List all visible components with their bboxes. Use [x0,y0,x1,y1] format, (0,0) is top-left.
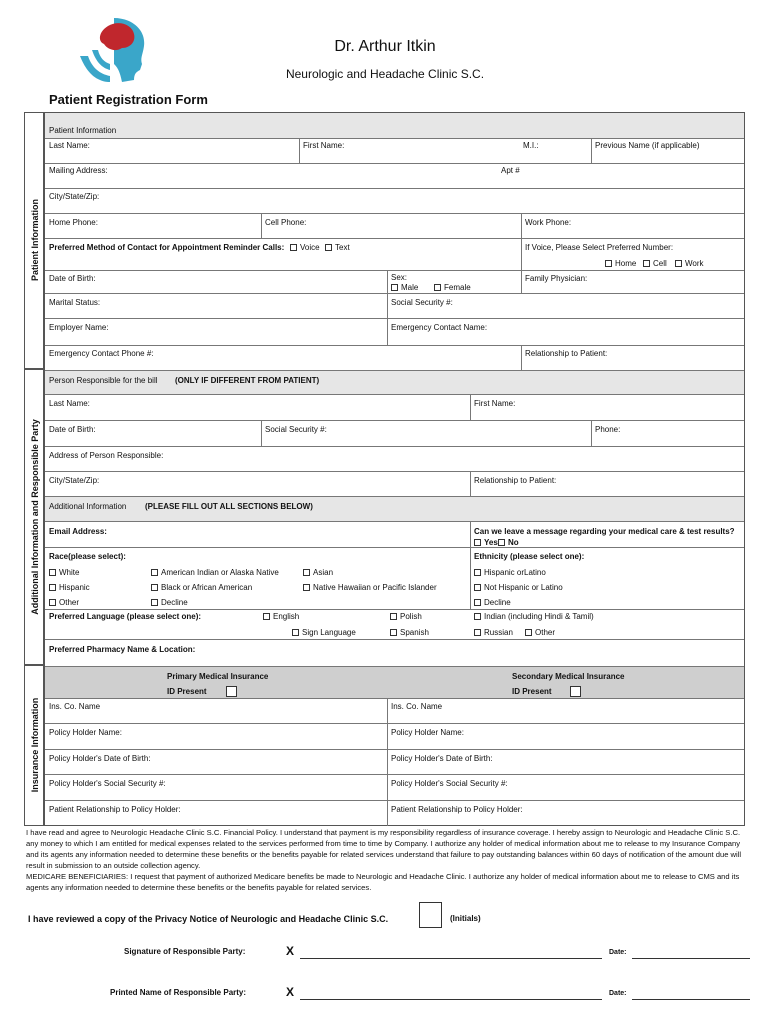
sign-language-checkbox[interactable] [292,629,299,636]
resp-ssn-field[interactable]: Social Security #: [265,425,327,434]
sign-language-option[interactable]: Sign Language [292,628,356,638]
other-race-option[interactable]: Other [49,598,79,608]
printed-name-line[interactable] [300,999,602,1000]
email-row [45,521,744,547]
signature-date-label: Date: [609,949,627,956]
resp-dob-field[interactable]: Date of Birth: [49,425,96,434]
decline-ethnicity-option[interactable]: Decline [474,598,511,608]
text-option[interactable]: Text [325,243,350,253]
family-physician-field[interactable]: Family Physician: [525,274,588,283]
not-hispanic-checkbox[interactable] [474,584,481,591]
resp-dob-row [45,420,744,446]
printed-name-label: Printed Name of Responsible Party: [110,988,247,997]
primary-id-checkbox[interactable] [226,686,237,697]
cell-checkbox[interactable] [643,260,650,267]
contact-pref-row [45,238,744,270]
resp-first-name-field[interactable]: First Name: [474,399,516,408]
emergency-contact-field[interactable]: Emergency Contact Name: [391,323,488,332]
resp-relationship-field[interactable]: Relationship to Patient: [474,476,557,485]
marital-row [45,293,744,318]
primary-ins-name-field[interactable]: Ins. Co. Name [49,702,101,711]
home-checkbox[interactable] [605,260,612,267]
race-ethnicity-row [45,547,744,609]
hawaiian-checkbox[interactable] [303,584,310,591]
signature-date-line[interactable] [632,958,750,959]
printed-date-line[interactable] [632,999,750,1000]
holder-name-row [45,723,744,749]
other-race-checkbox[interactable] [49,599,56,606]
responsible-note: (ONLY IF DIFFERENT FROM PATIENT) [175,376,320,385]
secondary-insurance-label: Secondary Medical Insurance [512,672,625,681]
city-row [45,188,744,213]
indian-option[interactable]: Indian (including Hindi & Tamil) [474,612,594,622]
work-phone-field[interactable]: Work Phone: [525,218,572,227]
resp-name-row [45,394,744,420]
insurance-heading-row [45,666,744,698]
primary-insurance-label: Primary Medical Insurance [167,672,269,681]
dob-field[interactable]: Date of Birth: [49,274,96,283]
signature-line[interactable] [300,958,602,959]
first-name-field[interactable]: First Name: [303,141,345,150]
indian-checkbox[interactable] [474,613,481,620]
primary-holder-name-field[interactable]: Policy Holder Name: [49,728,122,737]
secondary-holder-name-field[interactable]: Policy Holder Name: [391,728,464,737]
signature-label: Signature of Responsible Party: [124,947,246,956]
spanish-checkbox[interactable] [390,629,397,636]
resp-city-field[interactable]: City/State/Zip: [49,476,100,485]
last-name-field[interactable]: Last Name: [49,141,90,150]
female-option[interactable]: Female [434,283,471,293]
printed-date-label: Date: [609,990,627,997]
hispanic-latino-checkbox[interactable] [474,569,481,576]
resp-address-row [45,446,744,471]
initials-box[interactable] [419,902,442,928]
printed-x-mark: X [286,985,295,999]
work-option[interactable]: Work [675,259,704,269]
secondary-ins-name-field[interactable]: Ins. Co. Name [391,702,443,711]
clinic-name: Neurologic and Headache Clinic S.C. [285,67,485,81]
black-option[interactable]: Black or African American [151,583,252,593]
doctor-name: Dr. Arthur Itkin [334,38,436,55]
section-label-additional: Additional Information and Responsible Party [30,419,40,615]
female-checkbox[interactable] [434,284,441,291]
male-option[interactable]: Male [391,283,418,293]
form-title: Patient Registration Form [49,92,208,107]
city-state-zip-field[interactable]: City/State/Zip: [49,192,100,201]
responsible-heading-row [45,370,744,394]
resp-phone-field[interactable]: Phone: [595,425,621,434]
resp-address-field[interactable]: Address of Person Responsible: [49,451,164,460]
signature-x-mark: X [286,944,295,958]
emergency-phone-field[interactable]: Emergency Contact Phone #: [49,349,154,358]
secondary-id-present-label: ID Present [512,687,552,696]
ethnicity-label: Ethnicity (please select one): [474,552,585,561]
apt-field[interactable]: Apt # [501,166,520,175]
text-checkbox[interactable] [325,244,332,251]
pharmacy-row [45,639,744,666]
privacy-notice-statement: I have reviewed a copy of the Privacy Notice of Neurologic and Headache Clinic S.C. [28,914,389,924]
spanish-option[interactable]: Spanish [390,628,429,638]
no-checkbox[interactable] [498,539,505,546]
dob-row [45,270,744,293]
voice-pref-label: If Voice, Please Select Preferred Number: [525,243,674,252]
english-option[interactable]: English [263,612,299,622]
previous-name-field[interactable]: Previous Name (if applicable) [595,141,700,150]
decline-race-checkbox[interactable] [151,599,158,606]
patient-heading: Patient Information [49,126,117,135]
asian-option[interactable]: Asian [303,568,333,578]
primary-holder-dob-field[interactable]: Policy Holder's Date of Birth: [49,754,151,763]
work-checkbox[interactable] [675,260,682,267]
asian-checkbox[interactable] [303,569,310,576]
hispanic-latino-option[interactable]: Hispanic orLatino [474,568,546,578]
cell-phone-field[interactable]: Cell Phone: [265,218,307,227]
no-option[interactable]: No [498,538,519,548]
hispanic-checkbox[interactable] [49,584,56,591]
english-checkbox[interactable] [263,613,270,620]
financial-policy-paragraph: I have read and agree to Neurologic Headache Clinic S.C. Financial Policy. I understand that payment is my responsibility regardless of insurance coverage. I hereby assign to Neurologic and Headache Clinic S.C. any money to which I am entitled for medical expenses related to the services performed from time to time by Company. I authorize any holder of medical information about me to release to my Insurance Company and its agents any information needed to determine these benefits or the benefits payable for related services understand that failure to pay outstanding balances within 60 days of notification of the amount due will result in submission to an outside collection agency. [26,828,742,870]
polish-checkbox[interactable] [390,613,397,620]
home-phone-field[interactable]: Home Phone: [49,218,98,227]
secondary-relationship-field[interactable]: Patient Relationship to Policy Holder: [391,805,523,814]
phone-row [45,213,744,238]
emergency-row [45,345,744,370]
hispanic-option[interactable]: Hispanic [49,583,90,593]
language-label: Preferred Language (please select one): [49,612,202,621]
holder-ssn-row [45,774,744,800]
contact-pref-label: Preferred Method of Contact for Appointment Reminder Calls: [49,243,285,252]
secondary-holder-ssn-field[interactable]: Policy Holder's Social Security #: [391,779,508,788]
black-checkbox[interactable] [151,584,158,591]
yes-option[interactable]: Yes [474,538,498,548]
ssn-field[interactable]: Social Security #: [391,298,453,307]
other-language-option[interactable]: Other [525,628,555,638]
holder-relationship-row [45,800,744,826]
cell-option[interactable]: Cell [643,259,667,269]
male-checkbox[interactable] [391,284,398,291]
relationship-field[interactable]: Relationship to Patient: [525,349,608,358]
pharmacy-field[interactable]: Preferred Pharmacy Name & Location: [49,645,196,654]
other-language-checkbox[interactable] [525,629,532,636]
voice-checkbox[interactable] [290,244,297,251]
voice-option[interactable]: Voice [290,243,320,253]
patient-name-row [45,138,744,163]
primary-id-present-label: ID Present [167,687,207,696]
decline-ethnicity-checkbox[interactable] [474,599,481,606]
holder-dob-row [45,749,744,774]
email-field[interactable]: Email Address: [49,527,107,536]
secondary-id-checkbox[interactable] [570,686,581,697]
initials-label: (Initials) [450,914,481,923]
yes-checkbox[interactable] [474,539,481,546]
decline-race-option[interactable]: Decline [151,598,188,608]
race-label: Race(please select): [49,552,126,561]
section-tab-insurance [24,665,44,826]
primary-relationship-field[interactable]: Patient Relationship to Policy Holder: [49,805,181,814]
section-tab-patient [24,112,44,369]
home-option[interactable]: Home [605,259,636,269]
section-tab-additional [24,369,44,665]
sex-label: Sex: [391,273,408,282]
additional-heading-row [45,496,744,521]
white-checkbox[interactable] [49,569,56,576]
registration-grid [44,112,745,826]
ins-name-row [45,698,744,723]
russian-checkbox[interactable] [474,629,481,636]
polish-option[interactable]: Polish [390,612,422,622]
hawaiian-option[interactable]: Native Hawaiian or Pacific Islander [303,583,437,593]
mi-field[interactable]: M.I.: [523,141,539,150]
secondary-holder-dob-field[interactable]: Policy Holder's Date of Birth: [391,754,493,763]
resp-last-name-field[interactable]: Last Name: [49,399,90,408]
message-question: Can we leave a message regarding your medical care & test results? [474,527,735,536]
medicare-paragraph: MEDICARE BENEFICIARIES: I request that payment of authorized Medicare benefits be made to Neurologic and Headache Clinic. I authorize any holder of medical information about me to release to CMS and its agents any information needed to determine these benefits or the benefits payable for related services. [26,872,740,892]
responsible-heading: Person Responsible for the bill [49,376,158,385]
section-label-patient: Patient Information [30,199,40,282]
white-option[interactable]: White [49,568,79,578]
american-indian-checkbox[interactable] [151,569,158,576]
resp-city-row [45,471,744,496]
marital-status-field[interactable]: Marital Status: [49,298,101,307]
american-indian-option[interactable]: American Indian or Alaska Native [151,568,279,578]
additional-note: (PLEASE FILL OUT ALL SECTIONS BELOW) [145,502,313,511]
financial-policy-text [24,826,745,893]
additional-heading: Additional Information [49,502,127,511]
patient-heading-row [45,113,744,138]
primary-holder-ssn-field[interactable]: Policy Holder's Social Security #: [49,779,166,788]
section-label-insurance: Insurance Information [30,697,40,793]
mailing-address-field[interactable]: Mailing Address: [49,166,108,175]
language-row [45,609,744,639]
not-hispanic-option[interactable]: Not Hispanic or Latino [474,583,563,593]
mailing-row [45,163,744,188]
employer-row [45,318,744,345]
employer-field[interactable]: Employer Name: [49,323,109,332]
russian-option[interactable]: Russian [474,628,513,638]
